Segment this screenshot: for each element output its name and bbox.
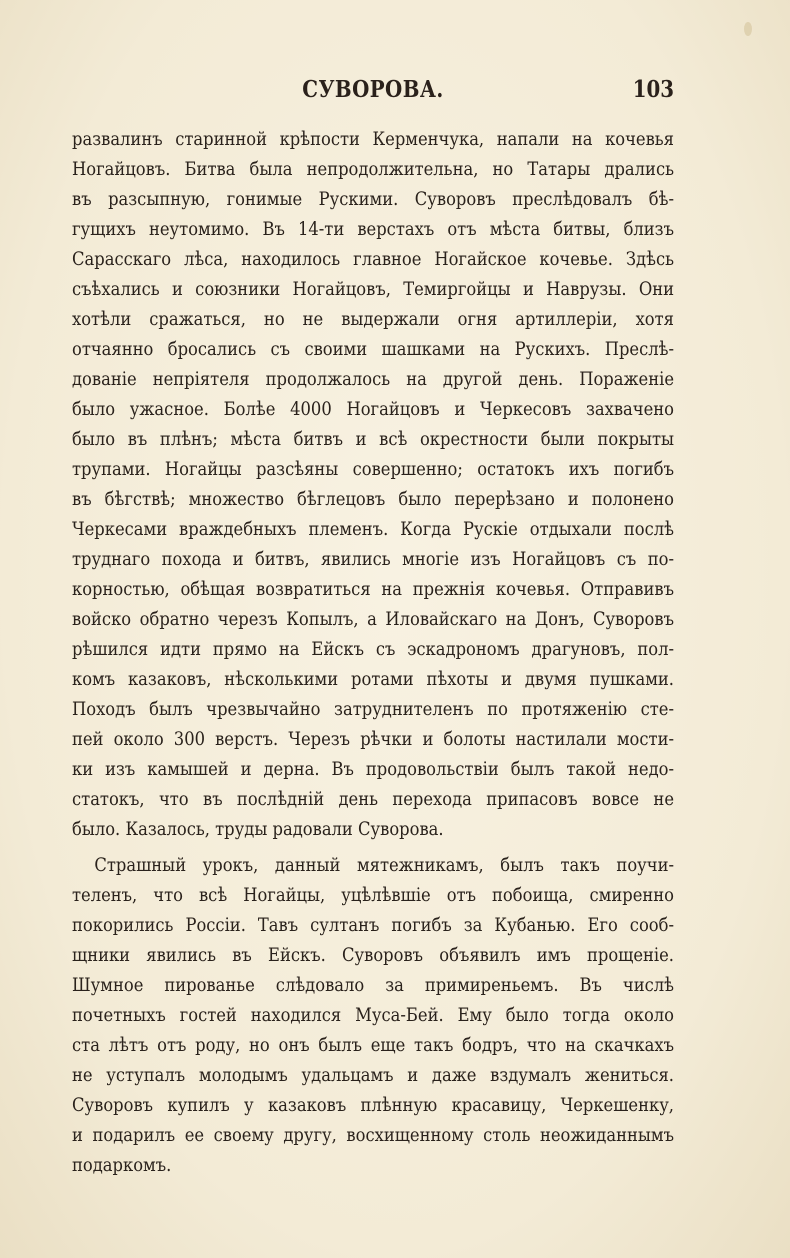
page-number: 103 [632,76,674,103]
text-line: теленъ, что всѣ Ногайцы, уцѣлѣвшіе отъ побоища, смиренно [72,884,674,906]
text-line: и подарилъ ее своему другу, восхищенному столь неожиданнымъ [72,1124,674,1146]
text-line: Ногайцовъ. Битва была непродолжительна, но Татары дрались [72,158,674,180]
text-line: хотѣли сражаться, но не выдержали огня артиллеріи, хотя [72,308,674,330]
body-text [72,124,674,1180]
paper-stain [744,22,752,36]
text-line: ки изъ камышей и дерна. Въ продовольствіи былъ такой недо- [72,758,674,780]
page-header [72,76,674,106]
text-line: развалинъ старинной крѣпости Керменчука, напали на кочевья [72,128,674,150]
text-line: въ бѣгствѣ; множество бѣглецовъ было перерѣзано и полонено [72,488,674,510]
text-line: войско обратно черезъ Копылъ, а Иловайскаго на Донъ, Суворовъ [72,608,674,630]
paragraph [72,124,674,844]
text-line: гущихъ неутомимо. Въ 14-ти верстахъ отъ мѣста битвы, близъ [72,218,674,240]
running-title: СУВОРОВА. [302,76,444,103]
text-line: Суворовъ купилъ у казаковъ плѣнную красавицу, Черкешенку, [72,1094,674,1116]
text-line: не уступалъ молодымъ удальцамъ и даже вздумалъ жениться. [72,1064,674,1086]
text-line: корностью, обѣщая возвратиться на прежнія кочевья. Отправивъ [72,578,674,600]
text-line: пей около 300 верстъ. Черезъ рѣчки и болоты настилали мости- [72,728,674,750]
text-line: Страшный урокъ, данный мятежникамъ, былъ такъ поучи- [94,854,675,876]
text-line: статокъ, что въ послѣдній день перехода припасовъ вовсе не [72,788,674,810]
text-line: было въ плѣнъ; мѣста битвъ и всѣ окрестности были покрыты [72,428,674,450]
text-line: было. Казалось, труды радовали Суворова. [72,818,444,840]
text-line: въ разсыпную, гонимые Рускими. Суворовъ преслѣдовалъ бѣ- [72,188,674,210]
text-line: дованіе непріятеля продолжалось на другой день. Пораженіе [72,368,674,390]
text-line: съѣхались и союзники Ногайцовъ, Темиргойцы и Наврузы. Они [72,278,674,300]
text-line: рѣшился идти прямо на Ейскъ съ эскадрономъ драгуновъ, пол- [72,638,674,660]
text-line: щники явились въ Ейскъ. Суворовъ объявилъ имъ прощеніе. [72,944,674,966]
text-line: труднаго похода и битвъ, явились многіе изъ Ногайцовъ съ по- [72,548,674,570]
text-line: Шумное пированье слѣдовало за примиреньемъ. Въ числѣ [72,974,674,996]
text-line: ста лѣтъ отъ роду, но онъ былъ еще такъ бодръ, что на скачкахъ [72,1034,674,1056]
text-line: Черкесами враждебныхъ племенъ. Когда Рускіе отдыхали послѣ [72,518,674,540]
text-line: трупами. Ногайцы разсѣяны совершенно; остатокъ ихъ погибъ [72,458,674,480]
text-line: Походъ былъ чрезвычайно затруднителенъ по протяженію сте- [72,698,674,720]
text-line: было ужасное. Болѣе 4000 Ногайцовъ и Черкесовъ захвачено [72,398,674,420]
text-line: комъ казаковъ, нѣсколькими ротами пѣхоты и двумя пушками. [72,668,674,690]
text-line: почетныхъ гостей находился Муса-Бей. Ему было тогда около [72,1004,674,1026]
text-line: Сарасскаго лѣса, находилось главное Ногайское кочевье. Здѣсь [72,248,674,270]
text-line: отчаянно бросались съ своими шашками на Рускихъ. Преслѣ- [72,338,674,360]
paragraph [72,850,674,1180]
text-line: подаркомъ. [72,1154,172,1176]
text-line: покорились Россіи. Тавъ султанъ погибъ за Кубанью. Его сооб- [72,914,674,936]
